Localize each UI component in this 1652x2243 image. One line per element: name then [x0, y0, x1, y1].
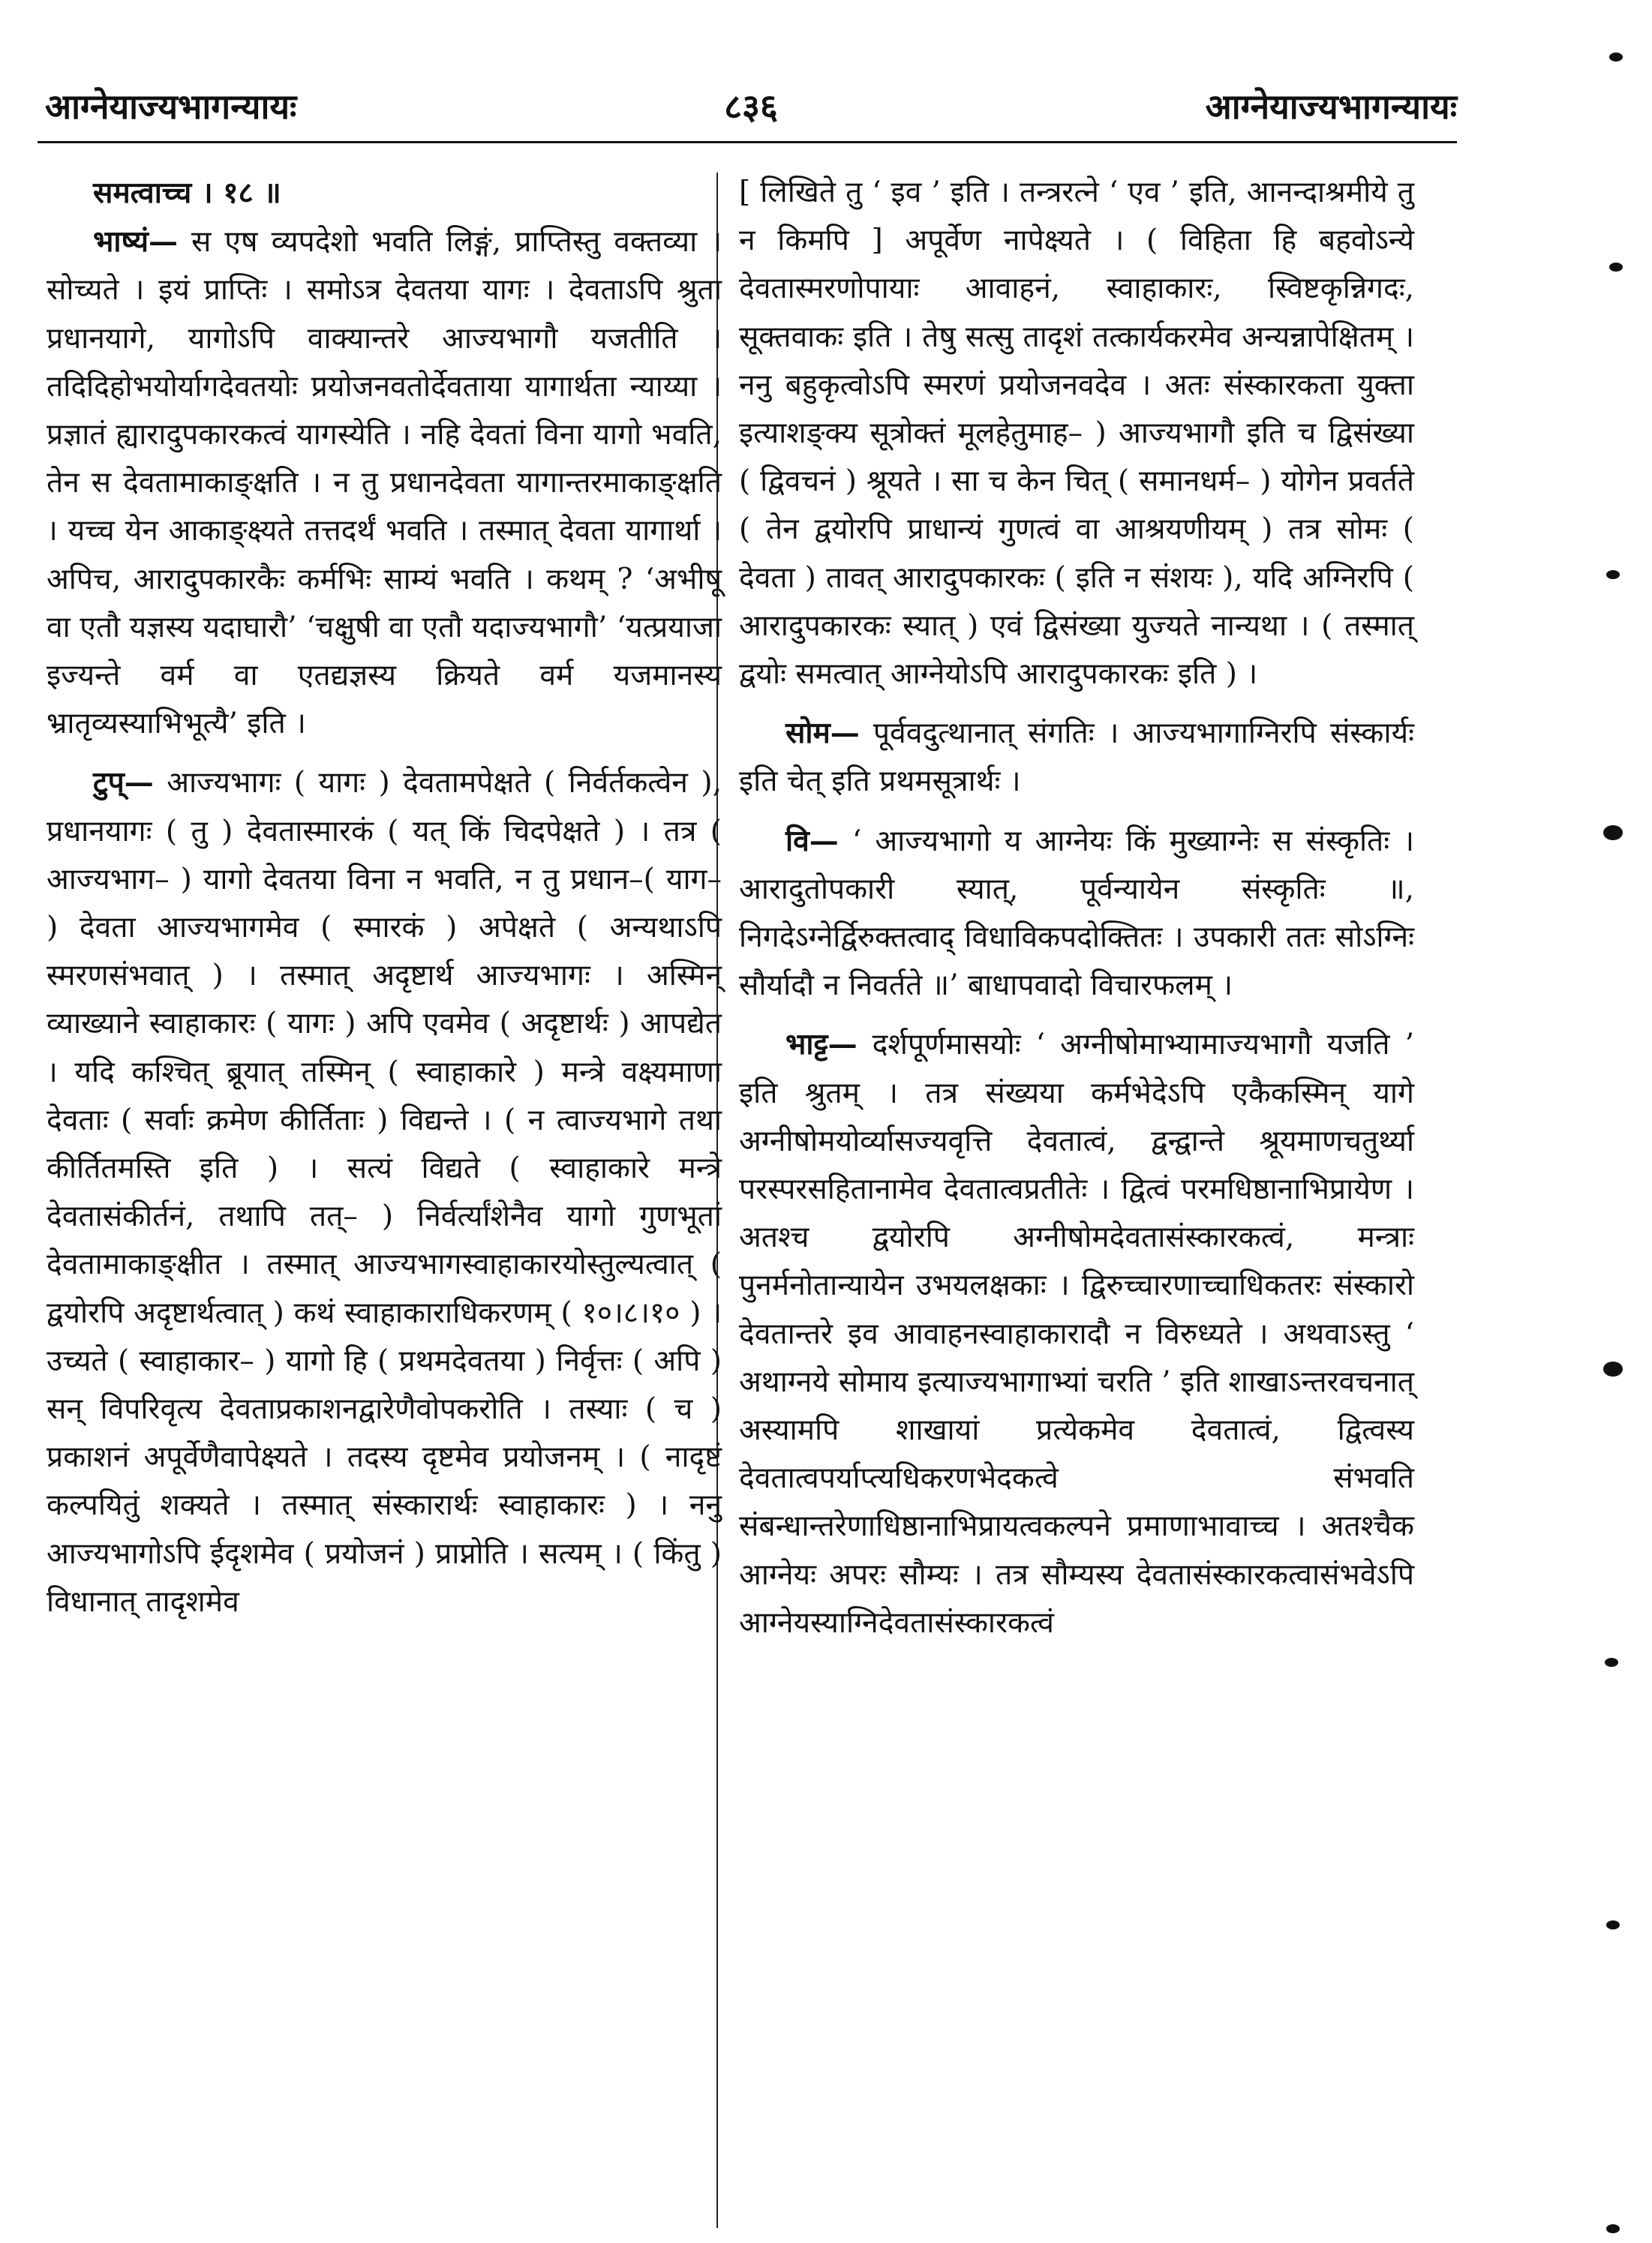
margin-dot — [1603, 1362, 1623, 1377]
running-title-left: आग्नेयाज्यभागन्यायः — [45, 86, 297, 127]
right-column — [739, 169, 1414, 1647]
bhatta-text: दर्शपूर्णमासयोः ‘ अग्नीषोमाभ्यामाज्यभागौ यजति ’ इति श्रुतम् । तत्र संख्यया कर्मभेदेऽपि एकैकस्मिन् यागे अग्नीषोमयोर्व्यासज्यवृत्ति देवतात्वं, द्वन्द्वान्ते श्रूयमाणचतुर्थ्या परस्परसहितानामेव देवतात्वप्रतीतेः । द्वित्वं परमधिष्ठानाभिप्रायेण । अतश्च द्वयोरपि अग्नीषोमदेवतासंस्कारकत्वं, मन्त्राः पुनर्मनोतान्यायेन उभयलक्षकाः । द्विरुच्चारणाच्चाधिकतरः संस्कारो देवतान्तरे इव आवाहनस्वाहाकारादौ न विरुध्यते । अथवाऽस्तु ‘ अथाग्नये सोमाय इत्याज्यभागाभ्यां चरति ’ इति शाखाऽन्तरवचनात् अस्यामपि शाखायां प्रत्येकमेव देवतात्वं, द्वित्वस्य देवतात्वपर्याप्त्यधिकरणभेदकत्वे संभवति संबन्धान्तरेणाधिष्ठानाभिप्रायत्वकल्पने प्रमाणाभावाच्च । अतश्चैक आग्नेयः अपरः सौम्यः । तत्र सौम्यस्य देवतासंस्कारकत्वासंभवेऽपि आग्नेयस्याग्निदेवतासंस्कारकत्वं — [739, 1028, 1414, 1640]
header-rule — [38, 141, 1457, 143]
sutra-heading — [47, 169, 722, 218]
page-header — [45, 83, 1457, 135]
tup-label: टुप्— — [93, 765, 154, 800]
bhatta-paragraph — [739, 1020, 1414, 1647]
left-column — [47, 169, 722, 1626]
tup-paragraph — [47, 758, 722, 1626]
margin-marks — [1594, 0, 1652, 2243]
soma-label: सोम— — [785, 716, 860, 751]
bhashya-label: भाष्यं— — [93, 224, 178, 260]
margin-dot — [1605, 1658, 1618, 1667]
margin-dot — [1606, 570, 1620, 579]
bhashya-paragraph — [47, 218, 722, 748]
vi-text: ‘ आज्यभागो य आग्नेयः किं मुख्याग्नेः स संस्कृतिः । आरादुतोपकारी स्यात्, पूर्वन्यायेन संस्कृतिः ॥, निगदेऽग्नेर्द्विरुक्तत्वाद् विधाविकपदोक्तितः । उपकारी ततः सोऽग्निः सौर्यादौ न निवर्तते ॥’ बाधापवादो विचारफलम् । — [739, 824, 1414, 1003]
vi-paragraph — [739, 817, 1414, 1010]
margin-dot — [1609, 263, 1623, 272]
page-number: ८३६ — [724, 86, 778, 127]
continuation-paragraph: [ लिखिते तु ‘ इव ’ इति । तन्त्ररत्ने ‘ एव ’ इति, आनन्दाश्रमीये तु न किमपि ] अपूर्वेण नापेक्ष्यते । ( विहिता हि बहवोऽन्ये देवतास्मरणोपायाः आवाहनं, स्वाहाकारः, स्विष्टकृन्निगदः, सूक्तवाकः इति । तेषु सत्सु तादृशं तत्कार्यकरमेव अन्यन्नापेक्षितम् । ननु बहुकृत्वोऽपि स्मरणं प्रयोजनवदेव । अतः संस्कारकता युक्ता इत्याशङ्क्य सूत्रोक्तं मूलहेतुमाह– ) आज्यभागौ इति च द्विसंख्या ( द्विवचनं ) श्रूयते । सा च केन चित् ( समानधर्म– ) योगेन प्रवर्तते ( तेन द्वयोरपि प्राधान्यं गुणत्वं वा आश्रयणीयम् ) तत्र सोमः ( देवता ) तावत् आरादुपकारकः ( इति न संशयः ), यदि अग्निरपि ( आरादुपकारकः स्यात् ) एवं द्विसंख्या युज्यते नान्यथा । ( तस्मात् द्वयोः समत्वात् आग्नेयोऽपि आरादुपकारकः इति ) । — [739, 176, 1414, 692]
margin-dot — [1606, 1920, 1620, 1929]
bhatta-label: भाट्ट— — [785, 1027, 858, 1062]
running-title-right: आग्नेयाज्यभागन्यायः — [1205, 86, 1457, 127]
vi-label: वि— — [785, 823, 839, 858]
margin-dot — [1609, 53, 1623, 62]
soma-text: पूर्ववदुत्थानात् संगतिः । आज्यभागाग्निरपि संस्कार्यः इति चेत् इति प्रथमसूत्रार्थः । — [739, 716, 1414, 799]
margin-dot — [1603, 825, 1623, 840]
sutra-text: समत्वाच्च । १८ ॥ — [93, 176, 281, 210]
bhashya-text: स एष व्यपदेशो भवति लिङ्गं, प्राप्तिस्तु वक्तव्या । सोच्यते । इयं प्राप्तिः । समोऽत्र देवतया यागः । देवताऽपि श्रुता प्रधानयागे, यागोऽपि वाक्यान्तरे आज्यभागौ यजतीति । तदिदिहोभयोर्यागदेवतयोः प्रयोजनवतोर्देवताया यागार्थता न्याय्या । प्रज्ञातं ह्यारादुपकारकत्वं यागस्येति । नहि देवतां विना यागो भवति, तेन स देवतामाकाङ्क्षति । न तु प्रधानदेवता यागान्तरमाकाङ्क्षति । यच्च येन आकाङ्क्ष्यते तत्तदर्थं भवति । तस्मात् देवता यागार्था । अपिच, आरादुपकारकैः कर्मभिः साम्यं भवति । कथम् ? ‘अभीषू वा एतौ यज्ञस्य यदाघारौ’ ‘चक्षुषी वा एतौ यदाज्यभागौ’ ‘यत्प्रयाजा इज्यन्ते वर्म वा एतद्यज्ञस्य क्रियते वर्म यजमानस्य भ्रातृव्यस्याभिभूत्यै’ इति । — [47, 225, 722, 741]
tup-text: आज्यभागः ( यागः ) देवतामपेक्षते ( निर्वर्तकत्वेन ), प्रधानयागः ( तु ) देवतास्मारकं ( यत् किं चिदपेक्षते ) । तत्र ( आज्यभाग– ) यागो देवतया विना न भवति, न तु प्रधान–( याग– ) देवता आज्यभागमेव ( स्मारकं ) अपेक्षते ( अन्यथाऽपि स्मरणसंभवात् ) । तस्मात् अदृष्टार्थ आज्यभागः । अस्मिन् व्याख्याने स्वाहाकारः ( यागः ) अपि एवमेव ( अदृष्टार्थः ) आपद्येत । यदि कश्चित् ब्रूयात् तस्मिन् ( स्वाहाकारे ) मन्त्रे वक्ष्यमाणा देवताः ( सर्वाः क्रमेण कीर्तिताः ) विद्यन्ते । ( न त्वाज्यभागे तथा कीर्तितमस्ति इति ) । सत्यं विद्यते ( स्वाहाकारे मन्त्रे देवतासंकीर्तनं, तथापि तत्– ) निर्वर्त्यांशेनैव यागो गुणभूतां देवतामाकाङ्क्षीत । तस्मात् आज्यभागस्वाहाकारयोस्तुल्यत्वात् ( द्वयोरपि अदृष्टार्थत्वात् ) कथं स्वाहाकाराधिकरणम् ( १०।८।१० ) । उच्यते ( स्वाहाकार– ) यागो हि ( प्रथमदेवतया ) निर्वृत्तः ( अपि ) सन् विपरिवृत्य देवताप्रकाशनद्वारेणैवोपकरोति । तस्याः ( च ) प्रकाशनं अपूर्वेणैवापेक्ष्यते । तदस्य दृष्टमेव प्रयोजनम् । ( नादृष्टं कल्पयितुं शक्यते । तस्मात् संस्कारार्थः स्वाहाकारः ) । ननु आज्यभागोऽपि ईदृशमेव ( प्रयोजनं ) प्राप्नोति । सत्यम् । ( किंतु ) विधानात् तादृशमेव — [47, 766, 722, 1619]
margin-dot — [1606, 2224, 1620, 2233]
soma-paragraph — [739, 709, 1414, 806]
